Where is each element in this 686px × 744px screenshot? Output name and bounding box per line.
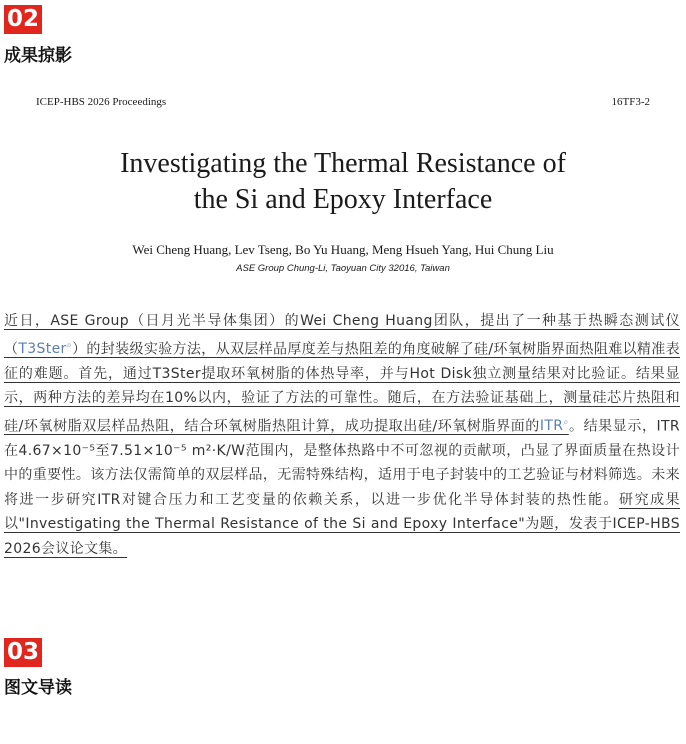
itr-link[interactable] (540, 418, 569, 434)
paper-header-image (36, 96, 650, 282)
section-number-badge: 03 (4, 638, 42, 667)
paper-id: 16TF3-2 (611, 96, 650, 108)
paper-title (36, 146, 650, 218)
paper-authors: Wei Cheng Huang, Lev Tseng, Bo Yu Huang, Meng Hsueh Yang, Hui Chung Liu (132, 242, 554, 257)
search-icon[interactable]: ⌕ (66, 340, 73, 351)
itr-link-label[interactable]: ITR (539, 418, 564, 435)
t3ster-link-label[interactable]: T3Ster (18, 341, 67, 358)
proceedings-label: ICEP-HBS 2026 Proceedings (36, 96, 167, 108)
article-paragraph (4, 309, 680, 561)
paragraph-text-part-2: ）的封装级实验方法，从双层样品厚度差与热阻差的角度破解了硅/环氧树脂界面热阻难以精准表征的难题。首先，通过T3Ster提取环氧树脂的体热导率，并与Hot Disk独立测量结果对比验证。结果显示，两种方法的差异均在10%以内，验证了方法的可靠性。随后，在方法验证基础上，测量硅芯片热阻和硅/环氧树脂双层样品热阻，结合环氧树脂热阻计算，成功提取出硅/环氧树脂界面的 (4, 341, 680, 435)
t3ster-link[interactable] (18, 341, 72, 357)
paragraph-text-part-3: 。结果显示，ITR在4.67×10⁻⁵至7.51×10⁻⁵ m²·K/W范围内，是整体热路中不可忽视的贡献项，凸显了界面质量在热设计中的重要性。该方法仅需简单的双层样品，无需特殊结构，适用于电子封装中的工艺验证与材料筛选。未来将进一步研究ITR对键合压力和工艺变量的依赖关系，以进一步优化半导体封装的热性能。 (4, 418, 680, 508)
paragraph-text-part-1: 近日，ASE Group（日月光半导体集团）的Wei Cheng Huang团队，提出了一种基于热瞬态测试仪（ (4, 313, 680, 358)
paper-title-line-1: Investigating the Thermal Resistance of (120, 148, 566, 179)
publication-note: 研究成果以"Investigating the Thermal Resistance of the Si and Epoxy Interface"为题，发表于ICEP-HBS 2026会议论文集。 (4, 491, 680, 557)
paragraph-text (4, 313, 680, 434)
search-icon[interactable]: ⌕ (563, 417, 569, 428)
paper-title-line-2: the Si and Epoxy Interface (193, 184, 493, 215)
section-title: 成果掠影 (4, 46, 72, 66)
section-number-badge: 02 (4, 5, 42, 34)
section-title: 图文导读 (4, 678, 72, 698)
paper-affiliation: ASE Group Chung-Li, Taoyuan City 32016, Taiwan (236, 263, 450, 274)
